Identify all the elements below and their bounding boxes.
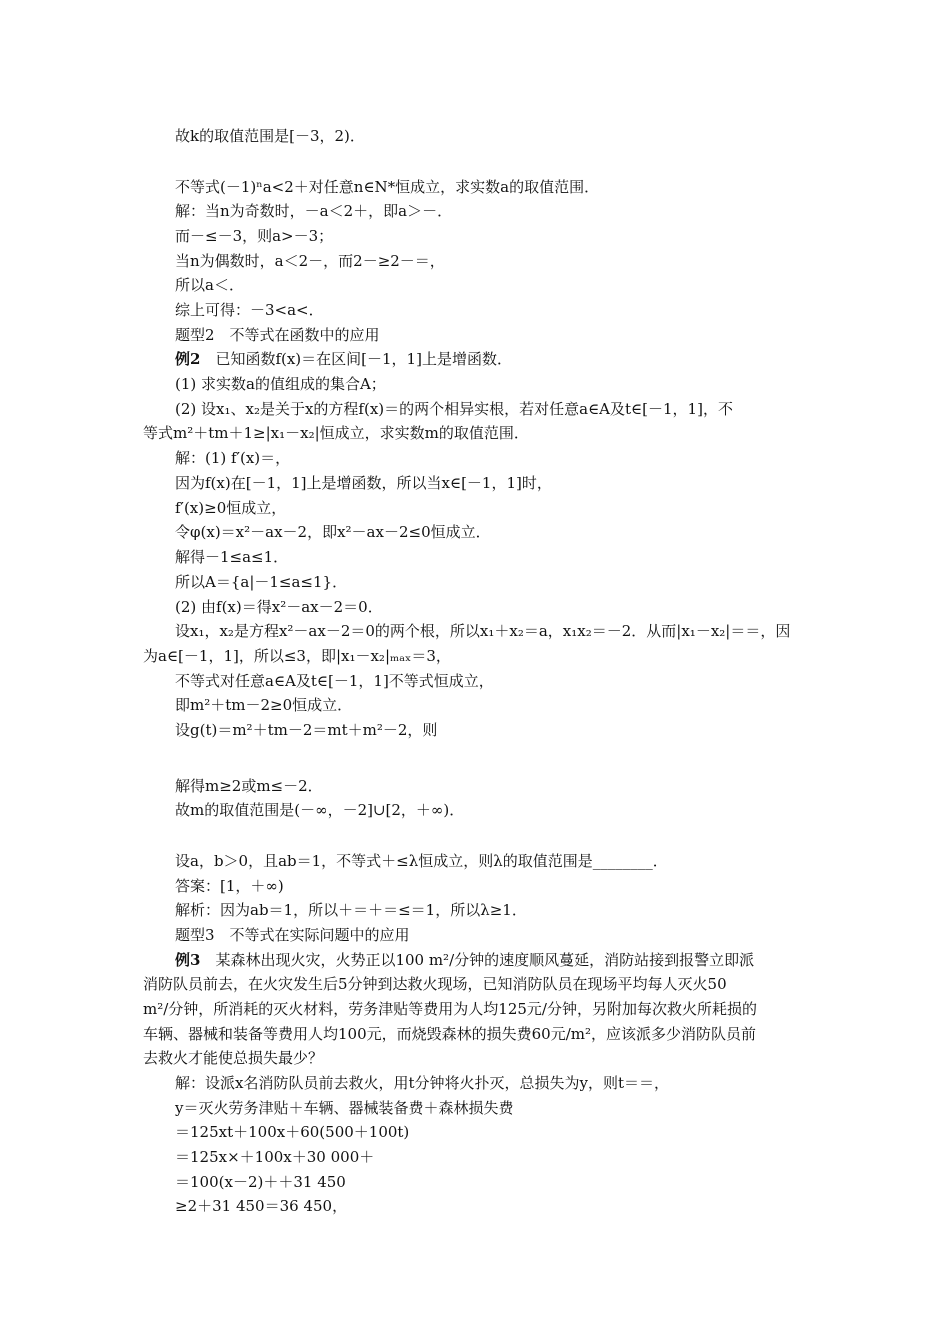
example-line xyxy=(0,347,950,371)
text-line: ＝100(x－2)＋＋31 450 xyxy=(175,1173,346,1191)
text-line: 不等式对任意a∈A及t∈[－1，1]不等式恒成立， xyxy=(175,672,494,690)
text-line: 设x₁，x₂是方程x²－ax－2＝0的两个根，所以x₁＋x₂＝a，x₁x₂＝－2．从而|x₁－x₂|＝＝，因 xyxy=(175,622,791,640)
text-line: 因为f(x)在[－1，1]上是增函数，所以当x∈[－1，1]时， xyxy=(175,474,552,492)
text-line: 综上可得：－3<a<． xyxy=(175,301,324,319)
text-line: 为a∈[－1，1]，所以≤3，即|x₁－x₂|ₘₐₓ＝3， xyxy=(143,647,451,665)
text-line: m²/分钟，所消耗的灭火材料，劳务津贴等费用为人均125元/分钟，另附加每次救火所耗损的 xyxy=(143,1000,757,1018)
text-line: 车辆、器械和装备等费用人均100元，而烧毁森林的损失费60元/m²，应该派多少消防队员前 xyxy=(143,1025,757,1043)
text-line: 所以A＝{a|－1≤a≤1}． xyxy=(175,573,348,591)
text-line: (1) 求实数a的值组成的集合A； xyxy=(175,375,386,393)
text-line: 令φ(x)＝x²－ax－2，即x²－ax－2≤0恒成立． xyxy=(175,523,491,541)
text-line: 而－≤－3，则a>－3； xyxy=(175,227,334,245)
text-line: 设g(t)＝m²＋tm－2＝mt＋m²－2，则 xyxy=(175,721,438,739)
text-line: 不等式(－1)ⁿa<2＋对任意n∈N*恒成立，求实数a的取值范围． xyxy=(175,178,600,196)
text-line: 当n为偶数时，a＜2－，而2－≥2－＝， xyxy=(175,252,445,270)
section-heading: 题型2 不等式在函数中的应用 xyxy=(175,326,380,344)
text-line: ＝125x×＋100x＋30 000＋ xyxy=(175,1148,375,1166)
text-line: 消防队员前去，在火灾发生后5分钟到达救火现场，已知消防队员在现场平均每人灭火50 xyxy=(143,975,727,993)
text-line: y＝灭火劳务津贴＋车辆、器械装备费＋森林损失费 xyxy=(175,1099,514,1117)
text-line: 设a，b＞0，且ab＝1，不等式＋≤λ恒成立，则λ的取值范围是________． xyxy=(175,852,668,870)
text-line: 去救火才能使总损失最少？ xyxy=(143,1049,324,1067)
text-line: 故m的取值范围是(－∞，－2]∪[2，＋∞)． xyxy=(175,801,465,819)
text-line: 即m²＋tm－2≥0恒成立． xyxy=(175,696,353,714)
text-line: 解：当n为奇数时，－a＜2＋，即a＞－． xyxy=(175,202,453,220)
example-label: 例2 xyxy=(175,350,201,368)
example-line xyxy=(0,948,950,972)
text-line: 故k的取值范围是[－3，2)． xyxy=(175,127,365,145)
text-line: 等式m²＋tm＋1≥|x₁－x₂|恒成立，求实数m的取值范围． xyxy=(143,424,529,442)
example-label: 例3 xyxy=(175,951,201,969)
example-text: 已知函数f(x)＝在区间[－1，1]上是增函数． xyxy=(200,350,512,368)
text-line: ≥2＋31 450＝36 450， xyxy=(175,1197,348,1215)
text-line: 解析：因为ab＝1，所以＋＝＋＝≤＝1，所以λ≥1． xyxy=(175,901,527,919)
text-line: f′(x)≥0恒成立， xyxy=(175,499,287,517)
text-line: 解得m≥2或m≤－2． xyxy=(175,777,323,795)
text-line: 解：(1) f′(x)＝， xyxy=(175,449,291,467)
text-line: 解：设派x名消防队员前去救火，用t分钟将火扑灭，总损失为y，则t＝＝， xyxy=(175,1074,669,1092)
example-text: 某森林出现火灾，火势正以100 m²/分钟的速度顺风蔓延，消防站接到报警立即派 xyxy=(200,951,755,969)
text-line: (2) 由f(x)＝得x²－ax－2＝0． xyxy=(175,598,383,616)
text-line: 解得－1≤a≤1． xyxy=(175,548,289,566)
text-line: ＝125xt＋100x＋60(500＋100t) xyxy=(175,1123,410,1141)
text-line: 所以a＜． xyxy=(175,276,244,294)
text-line: (2) 设x₁、x₂是关于x的方程f(x)＝的两个相异实根，若对任意a∈A及t∈[－1，1]，不 xyxy=(175,400,733,418)
section-heading: 题型3 不等式在实际问题中的应用 xyxy=(175,926,410,944)
text-line: 答案：[1，＋∞) xyxy=(175,877,284,895)
